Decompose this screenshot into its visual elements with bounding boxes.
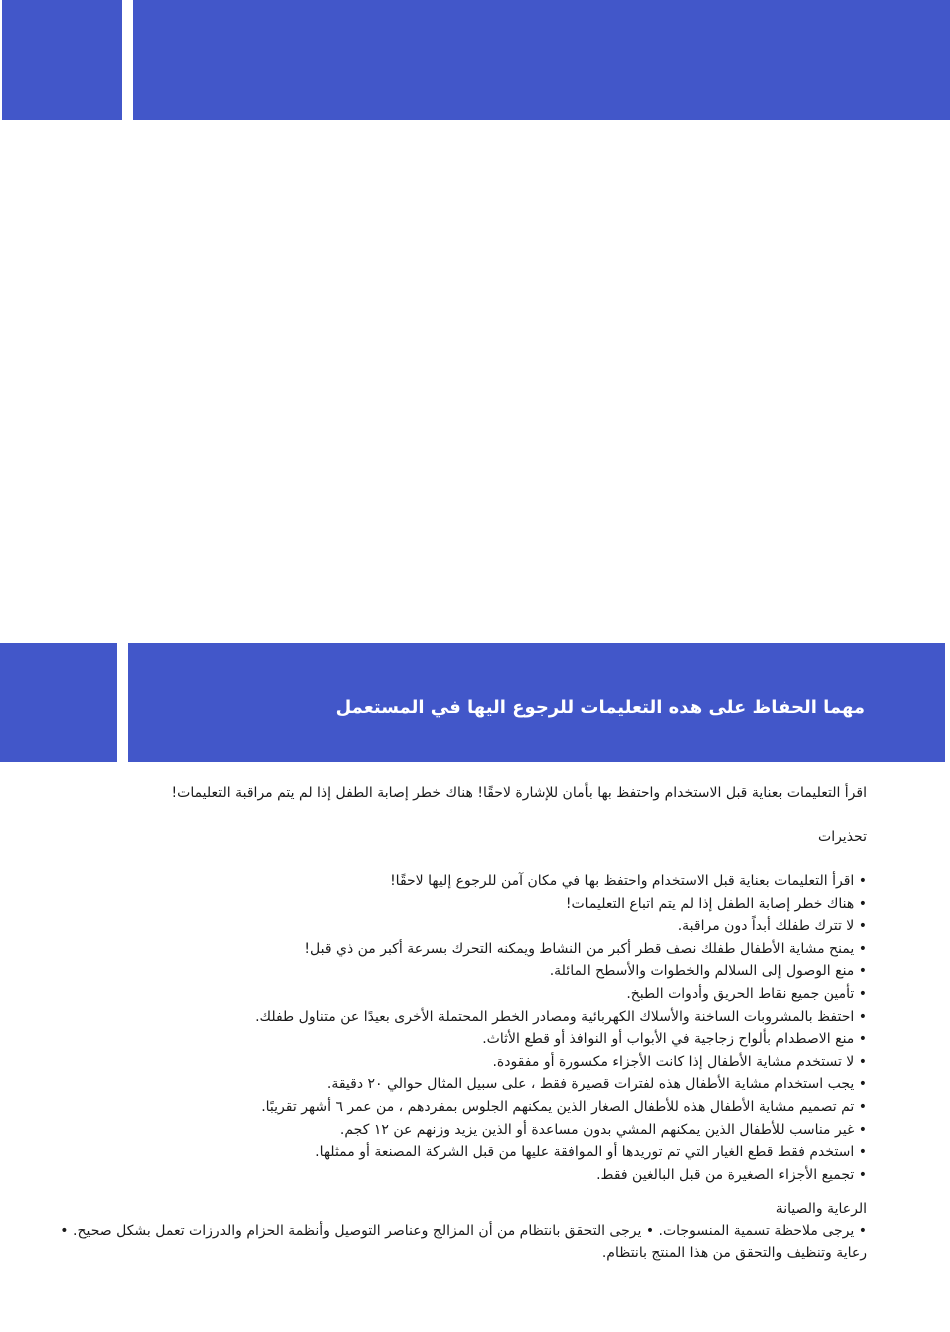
intro-paragraph: اقرأ التعليمات بعناية قبل الاستخدام واحتفظ بها بأمان للإشارة لاحقًا! هناك خطر إصابة الطفل إذا لم يتم مراقبة التعليمات! bbox=[171, 785, 867, 801]
list-item: • تأمين جميع نقاط الحريق وأدوات الطبخ. bbox=[626, 985, 867, 1002]
list-item: • غير مناسب للأطفال الذين يمكنهم المشي بدون مساعدة أو الذين يزيد وزنهم عن ١٢ كجم. bbox=[339, 1121, 867, 1138]
header-left-color-block bbox=[0, 643, 117, 762]
list-item: • تجميع الأجزاء الصغيرة من قبل البالغين فقط. bbox=[596, 1166, 867, 1183]
warnings-heading: تحذيرات bbox=[818, 829, 867, 845]
top-right-color-block bbox=[133, 0, 950, 120]
list-item: • احتفظ بالمشروبات الساخنة والأسلاك الكهربائية ومصادر الخطر المحتملة الأخرى بعيدًا عن متناول طفلك. bbox=[255, 1008, 867, 1025]
list-item: • تم تصميم مشاية الأطفال هذه للأطفال الصغار الذين يمكنهم الجلوس بمفردهم ، من عمر ٦ أشهر تقريبًا. bbox=[261, 1098, 867, 1115]
list-item: • لا تترك طفلك أبداً دون مراقبة. bbox=[677, 918, 867, 935]
care-heading: الرعاية والصيانة bbox=[775, 1201, 867, 1217]
list-item: • هناك خطر إصابة الطفل إذا لم يتم اتباع التعليمات! bbox=[565, 895, 867, 912]
list-item: • يجب استخدام مشاية الأطفال هذه لفترات قصيرة فقط ، على سبيل المثال حوالي ٢٠ دقيقة. bbox=[326, 1076, 867, 1093]
care-paragraph: • يرجى ملاحظة تسمية المنسوجات. • يرجى التحقق بانتظام من أن المزالج وعناصر التوصيل وأنظمة الحزام والدرزات تعمل بشكل صحيح. • رعاية وتنظيف والتحقق من هذا المنتج بانتظام. bbox=[60, 1223, 867, 1261]
list-item: • منع الوصول إلى السلالم والخطوات والأسطح المائلة. bbox=[549, 963, 867, 980]
page-title: مهما الحفاظ على هده التعليمات للرجوع اليها في المستعمل bbox=[335, 697, 865, 718]
list-item: • يمنح مشاية الأطفال طفلك نصف قطر أكبر من النشاط ويمكنه التحرك بسرعة أكبر من ذي قبل! bbox=[304, 940, 867, 957]
list-item: • اقرأ التعليمات بعناية قبل الاستخدام واحتفظ بها في مكان آمن للرجوع إليها لاحقًا! bbox=[390, 873, 867, 889]
top-left-color-block bbox=[2, 0, 122, 120]
list-item: • لا تستخدم مشاية الأطفال إذا كانت الأجزاء مكسورة أو مفقودة. bbox=[492, 1053, 867, 1070]
list-item: • منع الاصطدام بألواح زجاجية في الأبواب أو النوافذ أو قطع الأثاث. bbox=[482, 1031, 867, 1048]
warnings-list bbox=[47, 870, 867, 1186]
list-item: • استخدم فقط قطع الغيار التي تم توريدها أو الموافقة عليها من قبل الشركة المصنعة أو ممثلها. bbox=[315, 1144, 867, 1161]
